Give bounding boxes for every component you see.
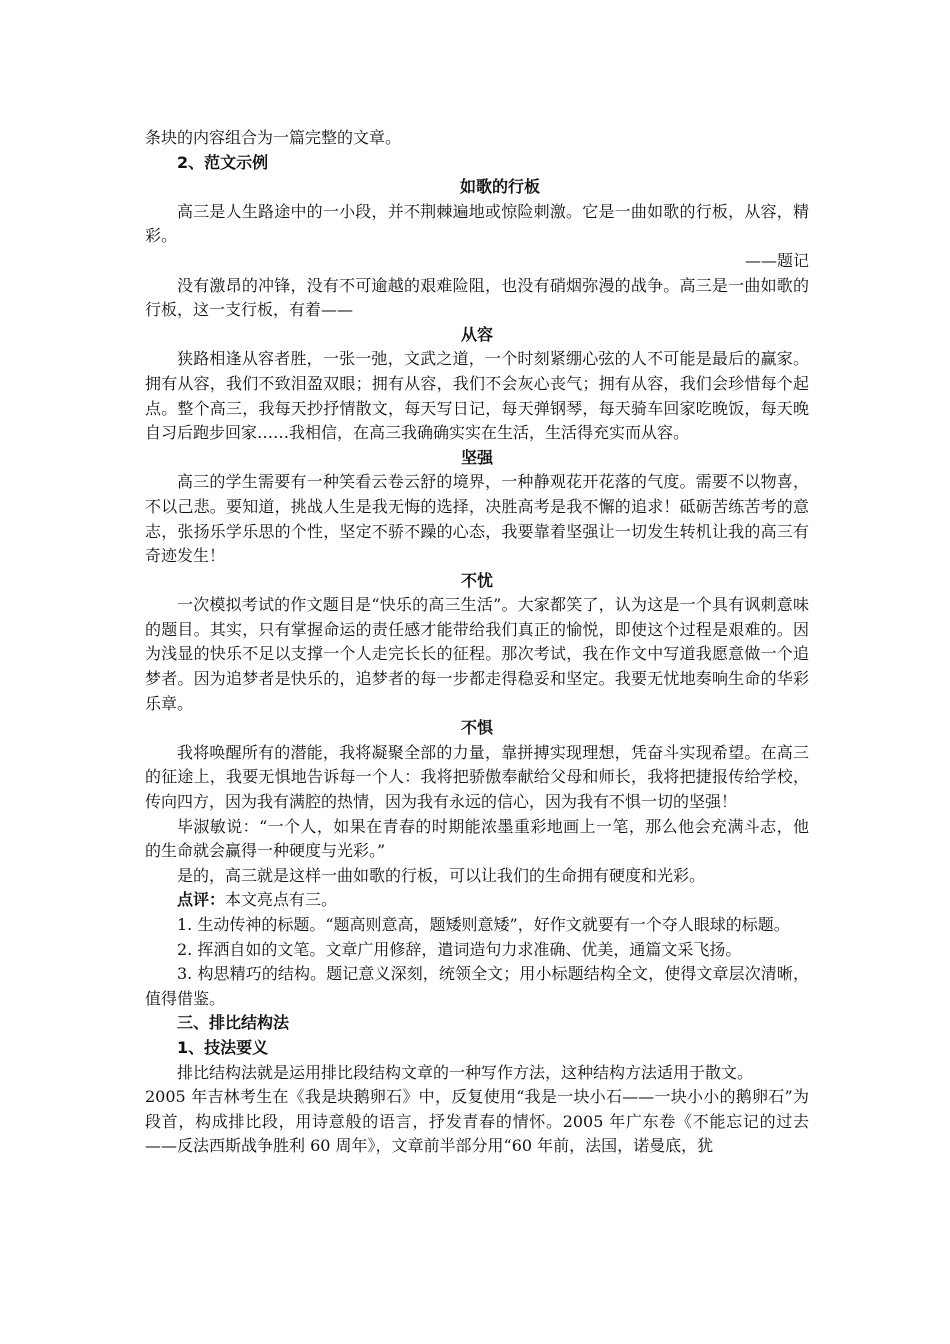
closing-paragraph: 是的，高三就是这样一曲如歌的行板，可以让我们的生命拥有硬度和光彩。 (177, 865, 706, 885)
review-text: 本文亮点有三。 (225, 890, 338, 910)
subtitle-buyou: 不忧 (460, 570, 493, 590)
subtitle-congrong: 从容 (460, 324, 493, 344)
review-line (145, 888, 809, 913)
review-point-3: 3. 构思精巧的结构。题记意义深刻，统领全文；用小标题结构全文，使得文章层次清晰，值得借鉴。 (145, 964, 809, 1008)
paragraph-buyou: 一次模拟考试的作文题目是“快乐的高三生活”。大家都笑了，认为这是一个具有讽刺意味的题目。其实，只有掌握命运的责任感才能带给我们真正的愉悦，即使这个过程是艰难的。因为浅显的快乐不足以支撑一个人走完长长的征程。那次考试，我在作文中写道我愿意做一个追梦者。因为追梦者是快乐的，追梦者的每一步都走得稳妥和坚定。我要无忧地奏响生命的华彩乐章。 (145, 595, 809, 713)
section-heading-parallel: 三、排比结构法 (177, 1013, 290, 1033)
review-point-1: 1. 生动传神的标题。“题高则意高，题矮则意矮”，好作文就要有一个夺人眼球的标题。 (177, 915, 790, 934)
opening-paragraph: 没有激昂的冲锋，没有不可逾越的艰难险阻，也没有硝烟弥漫的战争。高三是一曲如歌的行板，这一支行板，有着—— (145, 275, 809, 320)
method-intro: 排比结构法就是运用排比段结构文章的一种写作方法，这种结构方法适用于散文。 (177, 1062, 754, 1082)
paragraph-congrong: 狭路相逢从容者胜，一张一弛，文武之道，一个时刻紧绷心弦的人不可能是最后的赢家。拥有从容，我们不致泪盈双眼；拥有从容，我们不会灰心丧气；拥有从容，我们会珍惜每个起点。整个高三，我每天抄抒情散文，每天写日记，每天弹钢琴，每天骑车回家吃晚饭，每天晚自习后跑步回家……我相信，在高三我确确实实在生活，生活得充实而从容。 (145, 349, 809, 443)
subtitle-jianqiang: 坚强 (460, 447, 493, 467)
subheading-technique: 1、技法要义 (177, 1037, 269, 1057)
epigraph-signature: ——题记 (744, 250, 809, 270)
subtitle-buju: 不惧 (460, 718, 493, 738)
intro-text: 条块的内容组合为一篇完整的文章。 (145, 128, 402, 147)
quote-paragraph: 毕淑敏说：“一个人，如果在青春的时期能浓墨重彩地画上一笔，那么他会充满斗志，他的生命就会赢得一种硬度与光彩。” (145, 816, 809, 861)
review-point-2: 2. 挥洒自如的文笔。文章广用修辞，遣词造句力求准确、优美，通篇文采飞扬。 (177, 939, 742, 959)
review-label: 点评： (177, 890, 226, 910)
essay-title: 如歌的行板 (459, 177, 540, 197)
document-page (145, 126, 809, 1159)
section-heading-example: 2、范文示例 (177, 152, 269, 172)
paragraph-buju: 我将唤醒所有的潜能，我将凝聚全部的力量，靠拼搏实现理想，凭奋斗实现希望。在高三的征途上，我要无惧地告诉每一个人：我将把骄傲奉献给父母和师长，我将把捷报传给学校，传向四方，因为我有满腔的热情，因为我有永远的信心，因为我有不惧一切的坚强！ (145, 742, 809, 812)
paragraph-jianqiang: 高三的学生需要有一种笑看云卷云舒的境界，一种静观花开花落的气度。需要不以物喜，不以己悲。要知道，挑战人生是我无悔的选择，决胜高考是我不懈的追求！砥砺苦练苦考的意志，张扬乐学乐思的个性，坚定不骄不躁的心态，我要靠着坚强让一切发生转机让我的高三有奇迹发生！ (145, 472, 809, 566)
method-example: 2005 年吉林考生在《我是块鹅卵石》中，反复使用“我是一块小石——一块小小的鹅卵石”为段首，构成排比段，用诗意般的语言，抒发青春的情怀。2005 年广东卷《不能忘记的过去——反法西斯战争胜利 60 周年》，文章前半部分用“60 年前，法国，诺曼底，犹 (145, 1087, 809, 1156)
epigraph: 高三是人生路途中的一小段，并不荆棘遍地或惊险刺激。它是一曲如歌的行板，从容，精彩。 (145, 201, 809, 246)
